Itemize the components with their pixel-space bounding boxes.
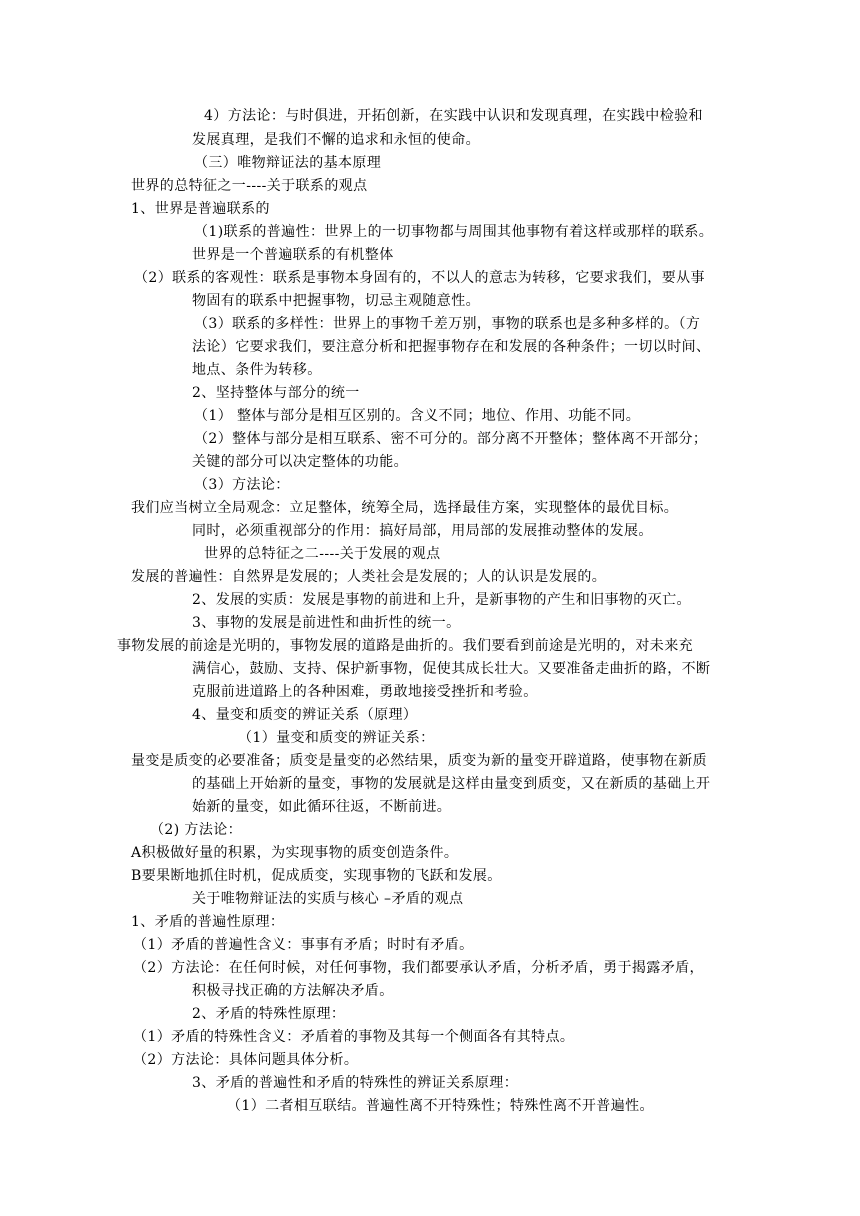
text-line: 始新的量变，如此循环往返，不断前进。 (192, 799, 452, 815)
text-line: （1） 整体与部分是相互区别的。含义不同；地位、作用、功能不同。 (194, 408, 641, 424)
text-line: A积极做好量的积累，为实现事物的质变创造条件。 (131, 845, 459, 861)
text-line: 量变是质变的必要准备；质变是量变的必然结果，质变为新的量变开辟道路，使事物在新质 (131, 753, 707, 769)
text-line: 2、发展的实质：发展是事物的前进和上升，是新事物的产生和旧事物的灭亡。 (192, 592, 691, 608)
text-line: 关键的部分可以决定整体的功能。 (192, 454, 408, 470)
text-line: 物固有的联系中把握事物，切忌主观随意性。 (192, 293, 480, 309)
text-line: 满信心，鼓励、支持、保护新事物，促使其成长壮大。又要准备走曲折的路，不断 (192, 661, 711, 677)
text-line: 地点、条件为转移。 (192, 362, 322, 378)
text-line: （2）方法论：在任何时候，对任何事物，我们都要承认矛盾，分析矛盾，勇于揭露矛盾， (133, 960, 704, 976)
text-line: 2、坚持整体与部分的统一 (192, 385, 360, 401)
text-line: 1、矛盾的普遍性原理： (131, 914, 285, 930)
text-line: （1）矛盾的普遍性含义：事事有矛盾；时时有矛盾。 (133, 937, 474, 953)
text-line: （1）矛盾的特殊性含义：矛盾着的事物及其每一个侧面各有其特点。 (133, 1029, 575, 1045)
text-line: B要果断地抓住时机，促成质变，实现事物的飞跃和发展。 (131, 868, 502, 884)
text-line: 1、世界是普遍联系的 (131, 201, 270, 217)
text-line: 4、量变和质变的辨证关系（原理） (192, 707, 418, 723)
text-line: 3、矛盾的普遍性和矛盾的特殊性的辨证关系原理： (192, 1075, 519, 1091)
text-line: （2）整体与部分是相互联系、密不可分的。部分离不开整体；整体离不开部分； (194, 431, 708, 447)
text-line: 事物发展的前途是光明的，事物发展的道路是曲折的。我们要看到前途是光明的，对未来充 (117, 638, 693, 654)
text-line: （2）方法论：具体问题具体分析。 (133, 1052, 359, 1068)
section-heading: 关于唯物辩证法的实质与核心 –矛盾的观点 (192, 891, 464, 907)
text-line: （1）二者相互联结。普遍性离不开特殊性；特殊性离不开普遍性。 (227, 1098, 654, 1114)
text-line: 4）方法论：与时俱进，开拓创新，在实践中认识和发现真理，在实践中检验和 (204, 108, 703, 124)
text-line: 世界是一个普遍联系的有机整体 (192, 247, 394, 263)
text-line: 克服前进道路上的各种困难，勇敢地接受挫折和考验。 (192, 684, 538, 700)
text-line: 法论）它要求我们，要注意分析和把握事物存在和发展的各种条件；一切以时间、 (192, 339, 711, 355)
text-line: 3、事物的发展是前进性和曲折性的统一。 (192, 615, 461, 631)
section-heading: （三）唯物辩证法的基本原理 (194, 155, 382, 171)
section-heading: 世界的总特征之一----关于联系的观点 (131, 178, 368, 194)
text-line: （2) 方法论： (150, 822, 243, 838)
text-line: （1)联系的普遍性：世界上的一切事物都与周围其他事物有着这样或那样的联系。 (194, 224, 714, 240)
text-line: （1）量变和质变的辨证关系： (238, 730, 435, 746)
section-heading: 世界的总特征之二----关于发展的观点 (204, 546, 441, 562)
text-line: 积极寻找正确的方法解决矛盾。 (192, 983, 394, 999)
text-line: 我们应当树立全局观念：立足整体，统筹全局，选择最佳方案，实现整体的最优目标。 (131, 500, 679, 516)
text-line: 发展真理，是我们不懈的追求和永恒的使命。 (192, 132, 480, 148)
text-line: 同时，必须重视部分的作用：搞好局部，用局部的发展推动整体的发展。 (192, 523, 653, 539)
text-line: 2、矛盾的特殊性原理： (192, 1006, 346, 1022)
text-line: （3）联系的多样性：世界上的事物千差万别，事物的联系也是多种多样的。（方 (194, 316, 701, 332)
text-line: 的基础上开始新的量变，事物的发展就是这样由量变到质变，又在新质的基础上开 (192, 776, 711, 792)
text-line: （2）联系的客观性：联系是事物本身固有的，不以人的意志为转移，它要求我们，要从事 (134, 270, 705, 286)
text-line: （3）方法论： (194, 477, 290, 493)
text-line: 发展的普遍性：自然界是发展的；人类社会是发展的；人的认识是发展的。 (131, 569, 607, 585)
